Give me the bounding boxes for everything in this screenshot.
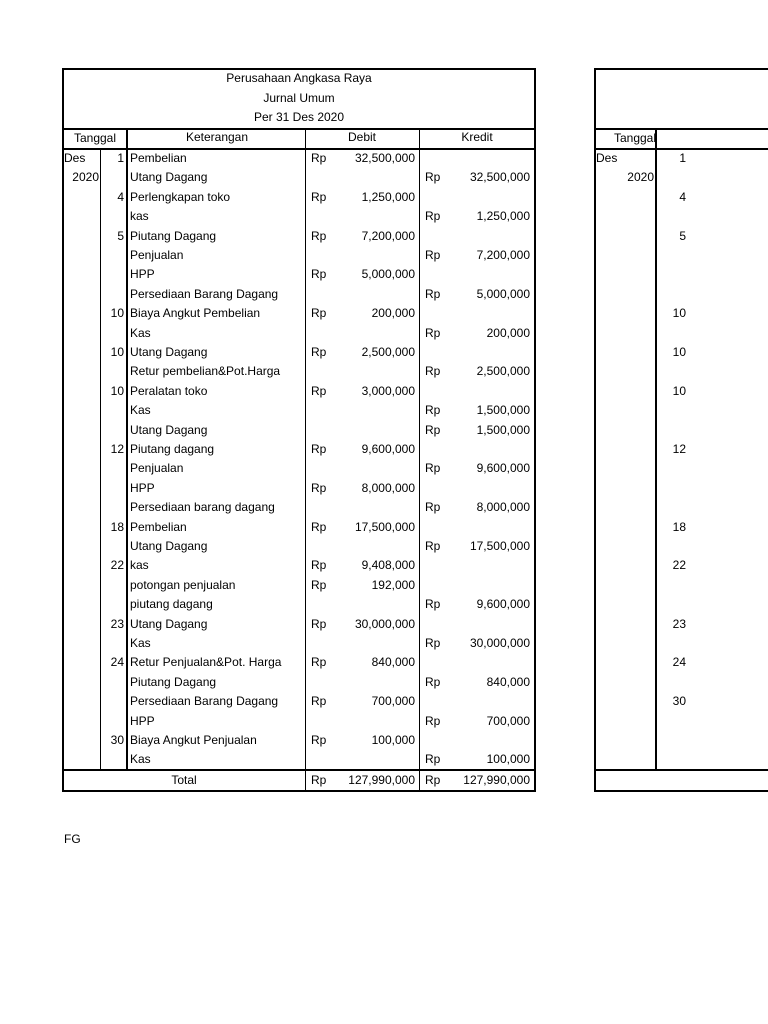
rp-row-day: 5 — [679, 228, 686, 243]
row-description: Biaya Angkut Pembelian — [130, 306, 261, 321]
row-description: Kas — [130, 325, 151, 340]
row-description: Persediaan barang dagang — [130, 500, 275, 515]
total-debit: 127,990,000 — [348, 773, 415, 787]
rp-row-day: 10 — [672, 383, 686, 398]
row-description: HPP — [130, 267, 155, 282]
row-credit: 100,000 — [486, 752, 530, 767]
row-credit: 8,000,000 — [476, 500, 530, 515]
rp-row-month — [596, 692, 654, 711]
row-debit-rp: Rp — [311, 189, 327, 204]
row-credit-rp: Rp — [425, 674, 441, 689]
journal-period: Per 31 Des 2020 — [253, 110, 345, 124]
rp-row-day — [656, 265, 686, 284]
rp-row-day — [656, 459, 686, 478]
row-description: Persediaan Barang Dagang — [130, 286, 279, 301]
row-credit-rp: Rp — [425, 461, 441, 476]
row-credit: 32,500,000 — [469, 170, 530, 185]
row-debit-rp: Rp — [311, 306, 327, 321]
rp-row-day — [656, 285, 686, 304]
row-description: Utang Dagang — [130, 345, 208, 359]
rp-row-day: 30 — [672, 694, 686, 709]
rp-row-day — [656, 750, 686, 769]
row-description: Utang Dagang — [130, 422, 208, 437]
row-debit: 700,000 — [371, 694, 415, 709]
rp-row-month — [596, 440, 654, 459]
row-credit: 17,500,000 — [469, 539, 530, 553]
footer-note: FG — [64, 832, 81, 846]
row-credit-rp: Rp — [425, 325, 441, 340]
row-debit-rp: Rp — [311, 616, 327, 631]
rp-row-month — [596, 634, 654, 653]
row-debit-rp: Rp — [311, 442, 327, 456]
header-date: Tanggal — [73, 131, 117, 145]
row-debit: 5,000,000 — [361, 267, 415, 282]
rp-row-day — [656, 712, 686, 731]
row-credit-rp: Rp — [425, 209, 441, 224]
rp-row-month — [596, 615, 654, 634]
row-description: kas — [130, 558, 149, 573]
row-debit: 17,500,000 — [354, 519, 415, 534]
row-credit: 7,200,000 — [476, 248, 530, 262]
row-day: 10 — [110, 345, 124, 359]
row-debit-rp: Rp — [311, 267, 327, 282]
rp-row-month — [596, 537, 654, 556]
row-description: Piutang Dagang — [130, 228, 217, 243]
rp-row-month — [596, 750, 654, 769]
company-name: Perusahaan Angkasa Raya — [226, 71, 372, 85]
row-credit: 1,250,000 — [476, 209, 530, 224]
rp-row-day: 10 — [672, 306, 686, 321]
row-debit: 840,000 — [371, 655, 415, 670]
header-debit: Debit — [347, 130, 376, 144]
total-credit: 127,990,000 — [463, 773, 530, 787]
row-credit-rp: Rp — [425, 403, 441, 418]
rp-row-day — [656, 576, 686, 595]
rp-row-day — [656, 731, 686, 750]
row-credit-rp: Rp — [425, 636, 441, 650]
row-debit-rp: Rp — [311, 519, 327, 534]
row-credit-rp: Rp — [425, 597, 441, 612]
rp-row-day — [656, 362, 686, 381]
row-debit: 2,500,000 — [361, 345, 415, 359]
total-label: Total — [171, 773, 197, 787]
rp-row-month — [596, 653, 654, 672]
rp-row-day — [656, 479, 686, 498]
rp-row-month — [596, 246, 654, 265]
rp-frame-bottom — [594, 790, 768, 792]
rp-header-date: Tanggal — [613, 131, 657, 145]
row-credit: 200,000 — [486, 325, 530, 340]
row-debit: 200,000 — [371, 306, 415, 321]
row-description: Retur Penjualan&Pot. Harga — [130, 655, 282, 670]
rp-row-month — [596, 556, 654, 575]
rp-row-day — [656, 634, 686, 653]
row-debit-rp: Rp — [311, 577, 327, 592]
row-day: 22 — [110, 558, 124, 573]
row-day: 30 — [110, 733, 124, 747]
row-credit-rp: Rp — [425, 752, 441, 767]
row-credit-rp: Rp — [425, 170, 441, 185]
rp-frame-top — [594, 68, 768, 70]
row-credit: 9,600,000 — [476, 461, 530, 476]
rp-row-day — [656, 246, 686, 265]
row-description: Piutang dagang — [130, 442, 215, 456]
row-credit-rp: Rp — [425, 286, 441, 301]
rp-row-month — [596, 421, 654, 440]
row-debit-rp: Rp — [311, 694, 327, 709]
row-debit-rp: Rp — [311, 228, 327, 243]
row-debit: 8,000,000 — [361, 480, 415, 495]
rp-row-month — [596, 304, 654, 323]
rp-row-month — [596, 324, 654, 343]
rp-row-month — [596, 227, 654, 246]
rp-row-day: 1 — [679, 151, 686, 165]
row-debit-rp: Rp — [311, 558, 327, 573]
row-credit: 5,000,000 — [476, 286, 530, 301]
rp-row-month — [596, 343, 654, 362]
row-debit: 9,408,000 — [361, 558, 415, 573]
row-description: HPP — [130, 713, 155, 728]
header-description: Keterangan — [185, 130, 249, 144]
rp-row-day: 22 — [672, 558, 686, 573]
rp-row-day: 18 — [672, 519, 686, 534]
rp-row-month — [596, 265, 654, 284]
rp-row-day — [656, 673, 686, 692]
rp-row-month — [596, 576, 654, 595]
rp-row-month — [596, 401, 654, 420]
row-description: Utang Dagang — [130, 616, 208, 631]
row-description: HPP — [130, 480, 155, 495]
row-credit-rp: Rp — [425, 500, 441, 515]
rp-row-day: 24 — [672, 655, 686, 670]
rp-row-month — [596, 731, 654, 750]
rp-row-day — [656, 421, 686, 440]
total-debit-rp: Rp — [311, 773, 327, 787]
rp-row-month — [596, 595, 654, 614]
row-description: Persediaan Barang Dagang — [130, 694, 279, 709]
row-day: 18 — [110, 519, 124, 534]
rp-row-month — [596, 382, 654, 401]
row-description: Biaya Angkut Penjualan — [130, 733, 257, 747]
row-credit-rp: Rp — [425, 422, 441, 437]
journal-title: Jurnal Umum — [263, 91, 335, 105]
row-credit: 1,500,000 — [476, 403, 530, 418]
row-description: potongan penjualan — [130, 577, 236, 592]
row-description: Penjualan — [130, 461, 184, 476]
row-description: Utang Dagang — [130, 170, 208, 185]
row-description: Utang Dagang — [130, 539, 208, 553]
row-debit-rp: Rp — [311, 383, 327, 398]
rp-row-month — [596, 498, 654, 517]
row-credit-rp: Rp — [425, 713, 441, 728]
row-day: 12 — [110, 442, 124, 456]
row-debit: 32,500,000 — [354, 151, 415, 165]
row-debit: 30,000,000 — [354, 616, 415, 631]
row-debit: 9,600,000 — [361, 442, 415, 456]
row-description: piutang dagang — [130, 597, 213, 612]
rp-row-month — [596, 285, 654, 304]
row-description: Pembelian — [130, 151, 187, 165]
row-credit-rp: Rp — [425, 364, 441, 379]
row-day: 23 — [110, 616, 124, 631]
row-description: Kas — [130, 403, 151, 418]
row-credit: 700,000 — [486, 713, 530, 728]
rp-row-month — [596, 518, 654, 537]
row-description: Peralatan toko — [130, 383, 208, 398]
row-debit: 1,250,000 — [361, 189, 415, 204]
rp-row-day — [656, 207, 686, 226]
row-day: 5 — [117, 228, 124, 243]
rp-row-month: 2020 — [627, 170, 654, 185]
rp-row-day — [656, 401, 686, 420]
row-credit: 2,500,000 — [476, 364, 530, 379]
total-credit-rp: Rp — [425, 773, 441, 787]
rp-row-day: 4 — [679, 189, 686, 204]
row-description: kas — [130, 209, 149, 224]
rp-row-month — [596, 459, 654, 478]
row-description: Piutang Dagang — [130, 674, 217, 689]
row-credit-rp: Rp — [425, 248, 441, 262]
row-day: 24 — [110, 655, 124, 670]
row-month: Des — [64, 151, 86, 165]
row-description: Kas — [130, 636, 151, 650]
row-credit: 9,600,000 — [476, 597, 530, 612]
rp-row-day — [656, 498, 686, 517]
row-debit: 3,000,000 — [361, 383, 415, 398]
row-debit-rp: Rp — [311, 655, 327, 670]
row-debit-rp: Rp — [311, 480, 327, 495]
rp-row-month — [596, 188, 654, 207]
row-debit-rp: Rp — [311, 733, 327, 747]
rp-row-day — [656, 595, 686, 614]
row-description: Perlengkapan toko — [130, 189, 231, 204]
row-day: 4 — [117, 189, 124, 204]
rp-row-month — [596, 479, 654, 498]
row-debit-rp: Rp — [311, 345, 327, 359]
rp-row-day — [656, 324, 686, 343]
rp-row-day: 23 — [672, 616, 686, 631]
row-credit-rp: Rp — [425, 539, 441, 553]
row-debit: 7,200,000 — [361, 228, 415, 243]
row-description: Penjualan — [130, 248, 184, 262]
rp-row-month — [596, 673, 654, 692]
row-description: Kas — [130, 752, 151, 767]
rp-row-month — [596, 362, 654, 381]
rp-row-day — [656, 537, 686, 556]
rp-row-month — [596, 712, 654, 731]
rp-row-day — [656, 168, 686, 187]
row-day: 10 — [110, 383, 124, 398]
rp-row-month: Des — [596, 151, 618, 165]
row-month: 2020 — [72, 170, 99, 185]
rp-row-month — [596, 207, 654, 226]
row-day: 10 — [110, 306, 124, 321]
row-debit: 192,000 — [371, 577, 415, 592]
header-credit: Kredit — [461, 130, 493, 144]
row-day: 1 — [117, 151, 124, 165]
row-credit: 30,000,000 — [469, 636, 530, 650]
rp-row-day: 12 — [672, 442, 686, 456]
row-debit: 100,000 — [371, 733, 415, 747]
rp-row-day: 10 — [672, 345, 686, 359]
row-credit: 840,000 — [486, 674, 530, 689]
row-credit: 1,500,000 — [476, 422, 530, 437]
row-debit-rp: Rp — [311, 151, 327, 165]
row-description: Retur pembelian&Pot.Harga — [130, 364, 281, 379]
row-description: Pembelian — [130, 519, 187, 534]
